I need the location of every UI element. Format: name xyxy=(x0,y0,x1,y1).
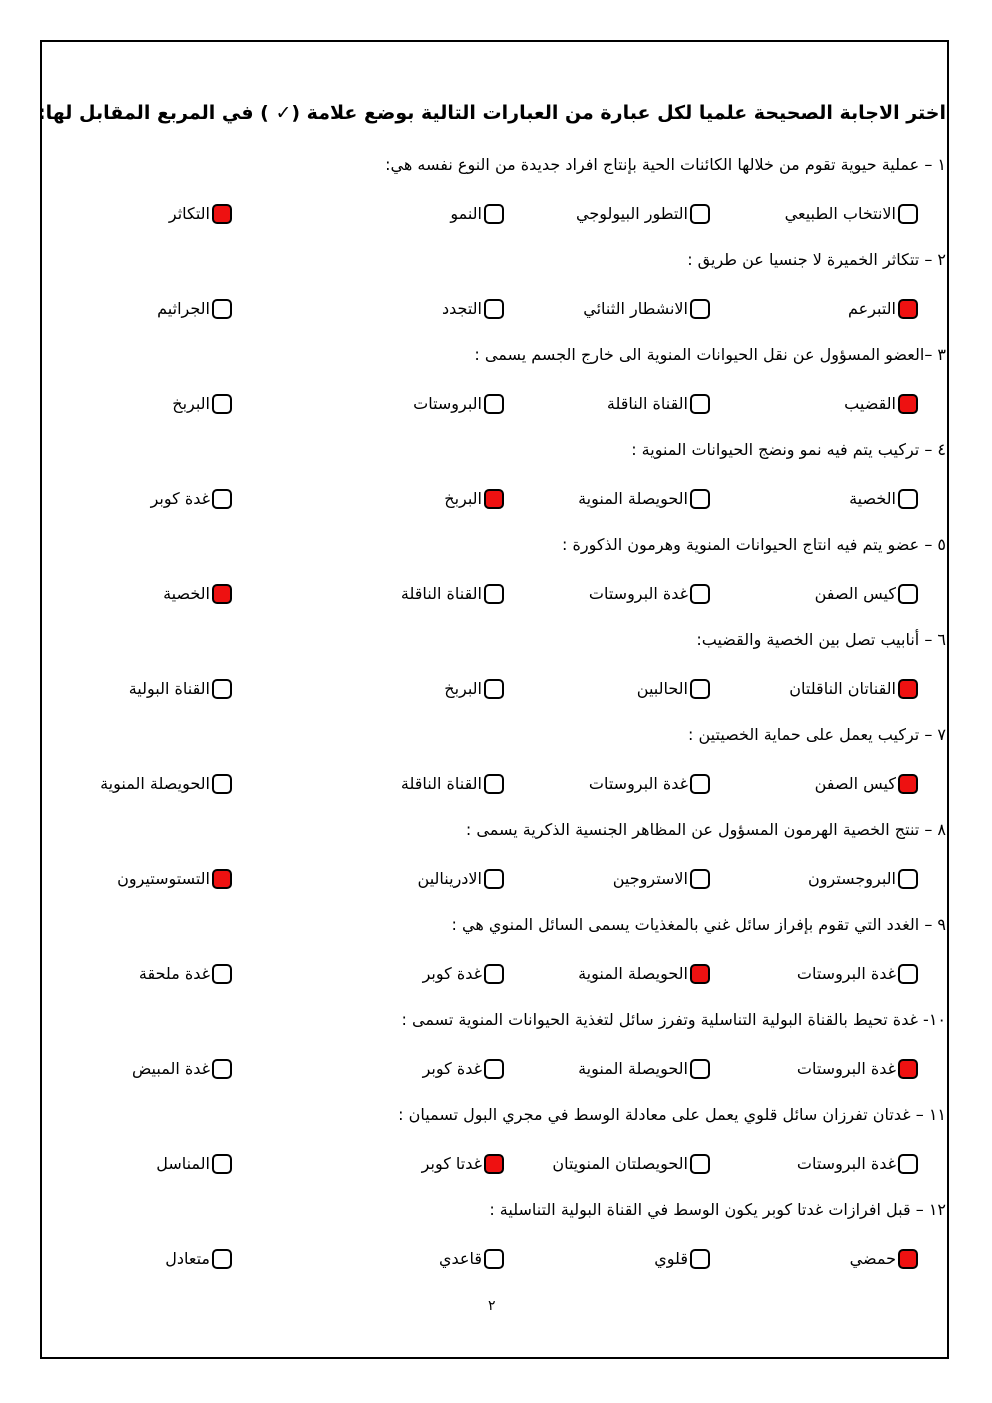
option-label: الحويصلتان المنويتان xyxy=(552,1154,688,1173)
answer-option[interactable] xyxy=(157,295,232,323)
checkbox[interactable] xyxy=(690,1059,710,1079)
checked-checkbox[interactable] xyxy=(898,1249,918,1269)
option-label: غدة البروستات xyxy=(796,1154,896,1173)
answer-option[interactable] xyxy=(607,390,710,418)
answer-option[interactable] xyxy=(450,200,504,228)
option-label: غدة ملحقة xyxy=(138,964,210,983)
answer-option[interactable] xyxy=(789,675,918,703)
checkbox[interactable] xyxy=(484,584,504,604)
checkbox[interactable] xyxy=(212,489,232,509)
option-label: غدة البروستات xyxy=(796,1059,896,1078)
option-label: الحويصلة المنوية xyxy=(578,964,688,983)
answer-option[interactable] xyxy=(849,485,918,513)
answer-option[interactable] xyxy=(797,1150,918,1178)
checked-checkbox[interactable] xyxy=(898,1059,918,1079)
answer-option[interactable] xyxy=(797,1055,918,1083)
answer-option[interactable] xyxy=(583,295,710,323)
option-label: غدة البروستات xyxy=(588,774,688,793)
answer-option[interactable] xyxy=(848,295,918,323)
checkbox[interactable] xyxy=(690,394,710,414)
checkbox[interactable] xyxy=(898,584,918,604)
checked-checkbox[interactable] xyxy=(898,394,918,414)
option-label: قاعدي xyxy=(439,1249,482,1268)
checkbox[interactable] xyxy=(898,204,918,224)
answer-option[interactable] xyxy=(797,960,918,988)
option-label: غدة المبيض xyxy=(131,1059,210,1078)
option-label: متعادل xyxy=(165,1249,210,1268)
question-text: ١٢ – قبل افرازات غدتا كوبر يكون الوسط في القناة البولية التناسلية : xyxy=(489,1200,946,1219)
checkbox[interactable] xyxy=(212,774,232,794)
checked-checkbox[interactable] xyxy=(484,1154,504,1174)
answer-option[interactable] xyxy=(401,770,504,798)
checked-checkbox[interactable] xyxy=(212,869,232,889)
answer-option[interactable] xyxy=(808,865,918,893)
answer-option[interactable] xyxy=(117,865,232,893)
checkbox[interactable] xyxy=(898,489,918,509)
answer-option[interactable] xyxy=(439,1245,504,1273)
answer-option[interactable] xyxy=(139,960,232,988)
option-label: القناة الناقلة xyxy=(606,394,688,413)
checkbox[interactable] xyxy=(212,1249,232,1269)
question-text: ٦ – أنابيب تصل بين الخصية والقضيب: xyxy=(696,630,946,649)
question-text: ١ – عملية حيوية تقوم من خلالها الكائنات الحية بإنتاج افراد جديدة من النوع نفسه هي: xyxy=(385,155,946,174)
answer-option[interactable] xyxy=(165,1245,232,1273)
option-label: التستوستيرون xyxy=(117,869,210,888)
option-label: الحويصلة المنوية xyxy=(578,1059,688,1078)
answer-option[interactable] xyxy=(654,1245,710,1273)
option-label: الحويصلة المنوية xyxy=(100,774,210,793)
checkbox[interactable] xyxy=(484,1059,504,1079)
option-label: الحويصلة المنوية xyxy=(578,489,688,508)
checkbox[interactable] xyxy=(212,1154,232,1174)
answer-option[interactable] xyxy=(151,485,232,513)
checkbox[interactable] xyxy=(484,774,504,794)
question-text: ٨ – تنتج الخصية الهرمون المسؤول عن المظاهر الجنسية الذكرية يسمى : xyxy=(465,820,946,839)
checkbox[interactable] xyxy=(690,204,710,224)
option-label: الخصية xyxy=(163,584,210,603)
answer-option[interactable] xyxy=(423,1055,504,1083)
answer-option[interactable] xyxy=(129,675,232,703)
checkbox[interactable] xyxy=(898,1154,918,1174)
checked-checkbox[interactable] xyxy=(212,584,232,604)
option-label: قلوي xyxy=(654,1249,688,1268)
answer-option[interactable] xyxy=(418,865,504,893)
checkbox[interactable] xyxy=(484,964,504,984)
answer-option[interactable] xyxy=(578,485,710,513)
checked-checkbox[interactable] xyxy=(690,964,710,984)
option-label: البربخ xyxy=(172,394,210,413)
option-label: غدتا كوبر xyxy=(421,1154,482,1173)
answer-option[interactable] xyxy=(850,1245,918,1273)
option-label: الانشطار الثنائي xyxy=(583,299,688,318)
option-label: غدة كوبر xyxy=(422,964,482,983)
option-label: الخصية xyxy=(849,489,896,508)
option-label: القضيب xyxy=(844,394,896,413)
answer-option[interactable] xyxy=(413,390,504,418)
option-label: النمو xyxy=(450,204,482,223)
checkbox[interactable] xyxy=(690,299,710,319)
option-label: غدة البروستات xyxy=(588,584,688,603)
option-label: القناتان الناقلتان xyxy=(789,679,896,698)
option-label: البربخ xyxy=(444,679,482,698)
option-label: غدة البروستات xyxy=(796,964,896,983)
checkbox[interactable] xyxy=(484,394,504,414)
answer-option[interactable] xyxy=(589,580,710,608)
checkbox[interactable] xyxy=(484,869,504,889)
checked-checkbox[interactable] xyxy=(898,774,918,794)
option-label: غدة كوبر xyxy=(150,489,210,508)
checkbox[interactable] xyxy=(212,964,232,984)
answer-option[interactable] xyxy=(576,200,710,228)
answer-option[interactable] xyxy=(444,675,504,703)
checkbox[interactable] xyxy=(212,394,232,414)
question-text: ٢ – تتكاثر الخميرة لا جنسيا عن طريق : xyxy=(687,250,946,269)
option-label: القناة الناقلة xyxy=(400,584,482,603)
instruction-heading: اختر الاجابة الصحيحة علميا لكل عبارة من العبارات التالية بوضع علامة (✓ ) في المربع المقابل لها: xyxy=(38,102,946,124)
answer-option[interactable] xyxy=(844,390,918,418)
question-text: ٩ – الغدد التي تقوم بإفراز سائل غني بالمغذيات يسمى السائل المنوي هي : xyxy=(451,915,946,934)
answer-option[interactable] xyxy=(815,770,918,798)
checkbox[interactable] xyxy=(484,679,504,699)
checkbox[interactable] xyxy=(690,1249,710,1269)
option-label: البروجسترون xyxy=(808,869,896,888)
checkbox[interactable] xyxy=(212,679,232,699)
checked-checkbox[interactable] xyxy=(898,299,918,319)
option-label: القناة البولية xyxy=(128,679,210,698)
checkbox[interactable] xyxy=(690,584,710,604)
question-text: ١١ – غدتان تفرزان سائل قلوي يعمل على معادلة الوسط في مجري البول تسميان : xyxy=(398,1105,946,1124)
checkbox[interactable] xyxy=(690,489,710,509)
option-label: التبرعم xyxy=(848,299,896,318)
answer-option[interactable] xyxy=(578,960,710,988)
question-text: ٤ – تركيب يتم فيه نمو ونضج الحيوانات المنوية : xyxy=(631,440,946,459)
option-label: كيس الصفن xyxy=(814,774,896,793)
checked-checkbox[interactable] xyxy=(898,679,918,699)
question-text: ١٠- غدة تحيط بالقناة البولية التناسلية وتفرز سائل لتغذية الحيوانات المنوية تسمى : xyxy=(401,1010,946,1029)
checkbox[interactable] xyxy=(690,774,710,794)
option-label: القناة الناقلة xyxy=(400,774,482,793)
option-label: التجدد xyxy=(442,299,482,318)
answer-option[interactable] xyxy=(637,675,710,703)
checkbox[interactable] xyxy=(898,964,918,984)
option-label: التكاثر xyxy=(168,204,210,223)
question-text: ٥ – عضو يتم فيه انتاج الحيوانات المنوية وهرمون الذكورة : xyxy=(561,535,946,554)
option-label: الانتخاب الطبيعي xyxy=(784,204,896,223)
answer-option[interactable] xyxy=(785,200,918,228)
option-label: كيس الصفن xyxy=(814,584,896,603)
option-label: حمضي xyxy=(849,1249,896,1268)
option-label: الجراثيم xyxy=(157,299,210,318)
option-label: الادرينالين xyxy=(417,869,482,888)
option-label: الحالبين xyxy=(636,679,688,698)
option-label: غدة كوبر xyxy=(422,1059,482,1078)
answer-option[interactable] xyxy=(444,485,504,513)
answer-option[interactable] xyxy=(613,865,710,893)
answer-option[interactable] xyxy=(100,770,232,798)
answer-option[interactable] xyxy=(815,580,918,608)
checkbox[interactable] xyxy=(484,299,504,319)
question-text: ٧ – تركيب يعمل على حماية الخصيتين : xyxy=(688,725,946,744)
answer-option[interactable] xyxy=(169,200,232,228)
checkbox[interactable] xyxy=(898,869,918,889)
answer-option[interactable] xyxy=(552,1150,710,1178)
checkbox[interactable] xyxy=(484,204,504,224)
option-label: البروستات xyxy=(413,394,482,413)
answer-option[interactable] xyxy=(172,390,232,418)
answer-option[interactable] xyxy=(442,295,504,323)
checkbox[interactable] xyxy=(484,1249,504,1269)
option-label: المناسل xyxy=(156,1154,210,1173)
answer-option[interactable] xyxy=(163,580,232,608)
checked-checkbox[interactable] xyxy=(484,489,504,509)
checkbox[interactable] xyxy=(690,869,710,889)
answer-option[interactable] xyxy=(401,580,504,608)
answer-option[interactable] xyxy=(156,1150,232,1178)
checked-checkbox[interactable] xyxy=(212,204,232,224)
answer-option[interactable] xyxy=(578,1055,710,1083)
page-number: ٢ xyxy=(488,1298,496,1314)
answer-option[interactable] xyxy=(422,1150,504,1178)
checkbox[interactable] xyxy=(212,299,232,319)
option-label: التطور البيولوجي xyxy=(576,204,688,223)
answer-option[interactable] xyxy=(423,960,504,988)
option-label: البربخ xyxy=(444,489,482,508)
checkbox[interactable] xyxy=(690,1154,710,1174)
answer-option[interactable] xyxy=(589,770,710,798)
answer-option[interactable] xyxy=(132,1055,232,1083)
option-label: الاستروجين xyxy=(612,869,688,888)
checkbox[interactable] xyxy=(212,1059,232,1079)
checkbox[interactable] xyxy=(690,679,710,699)
question-text: ٣ –العضو المسؤول عن نقل الحيوانات المنوية الى خارج الجسم يسمى : xyxy=(474,345,946,364)
